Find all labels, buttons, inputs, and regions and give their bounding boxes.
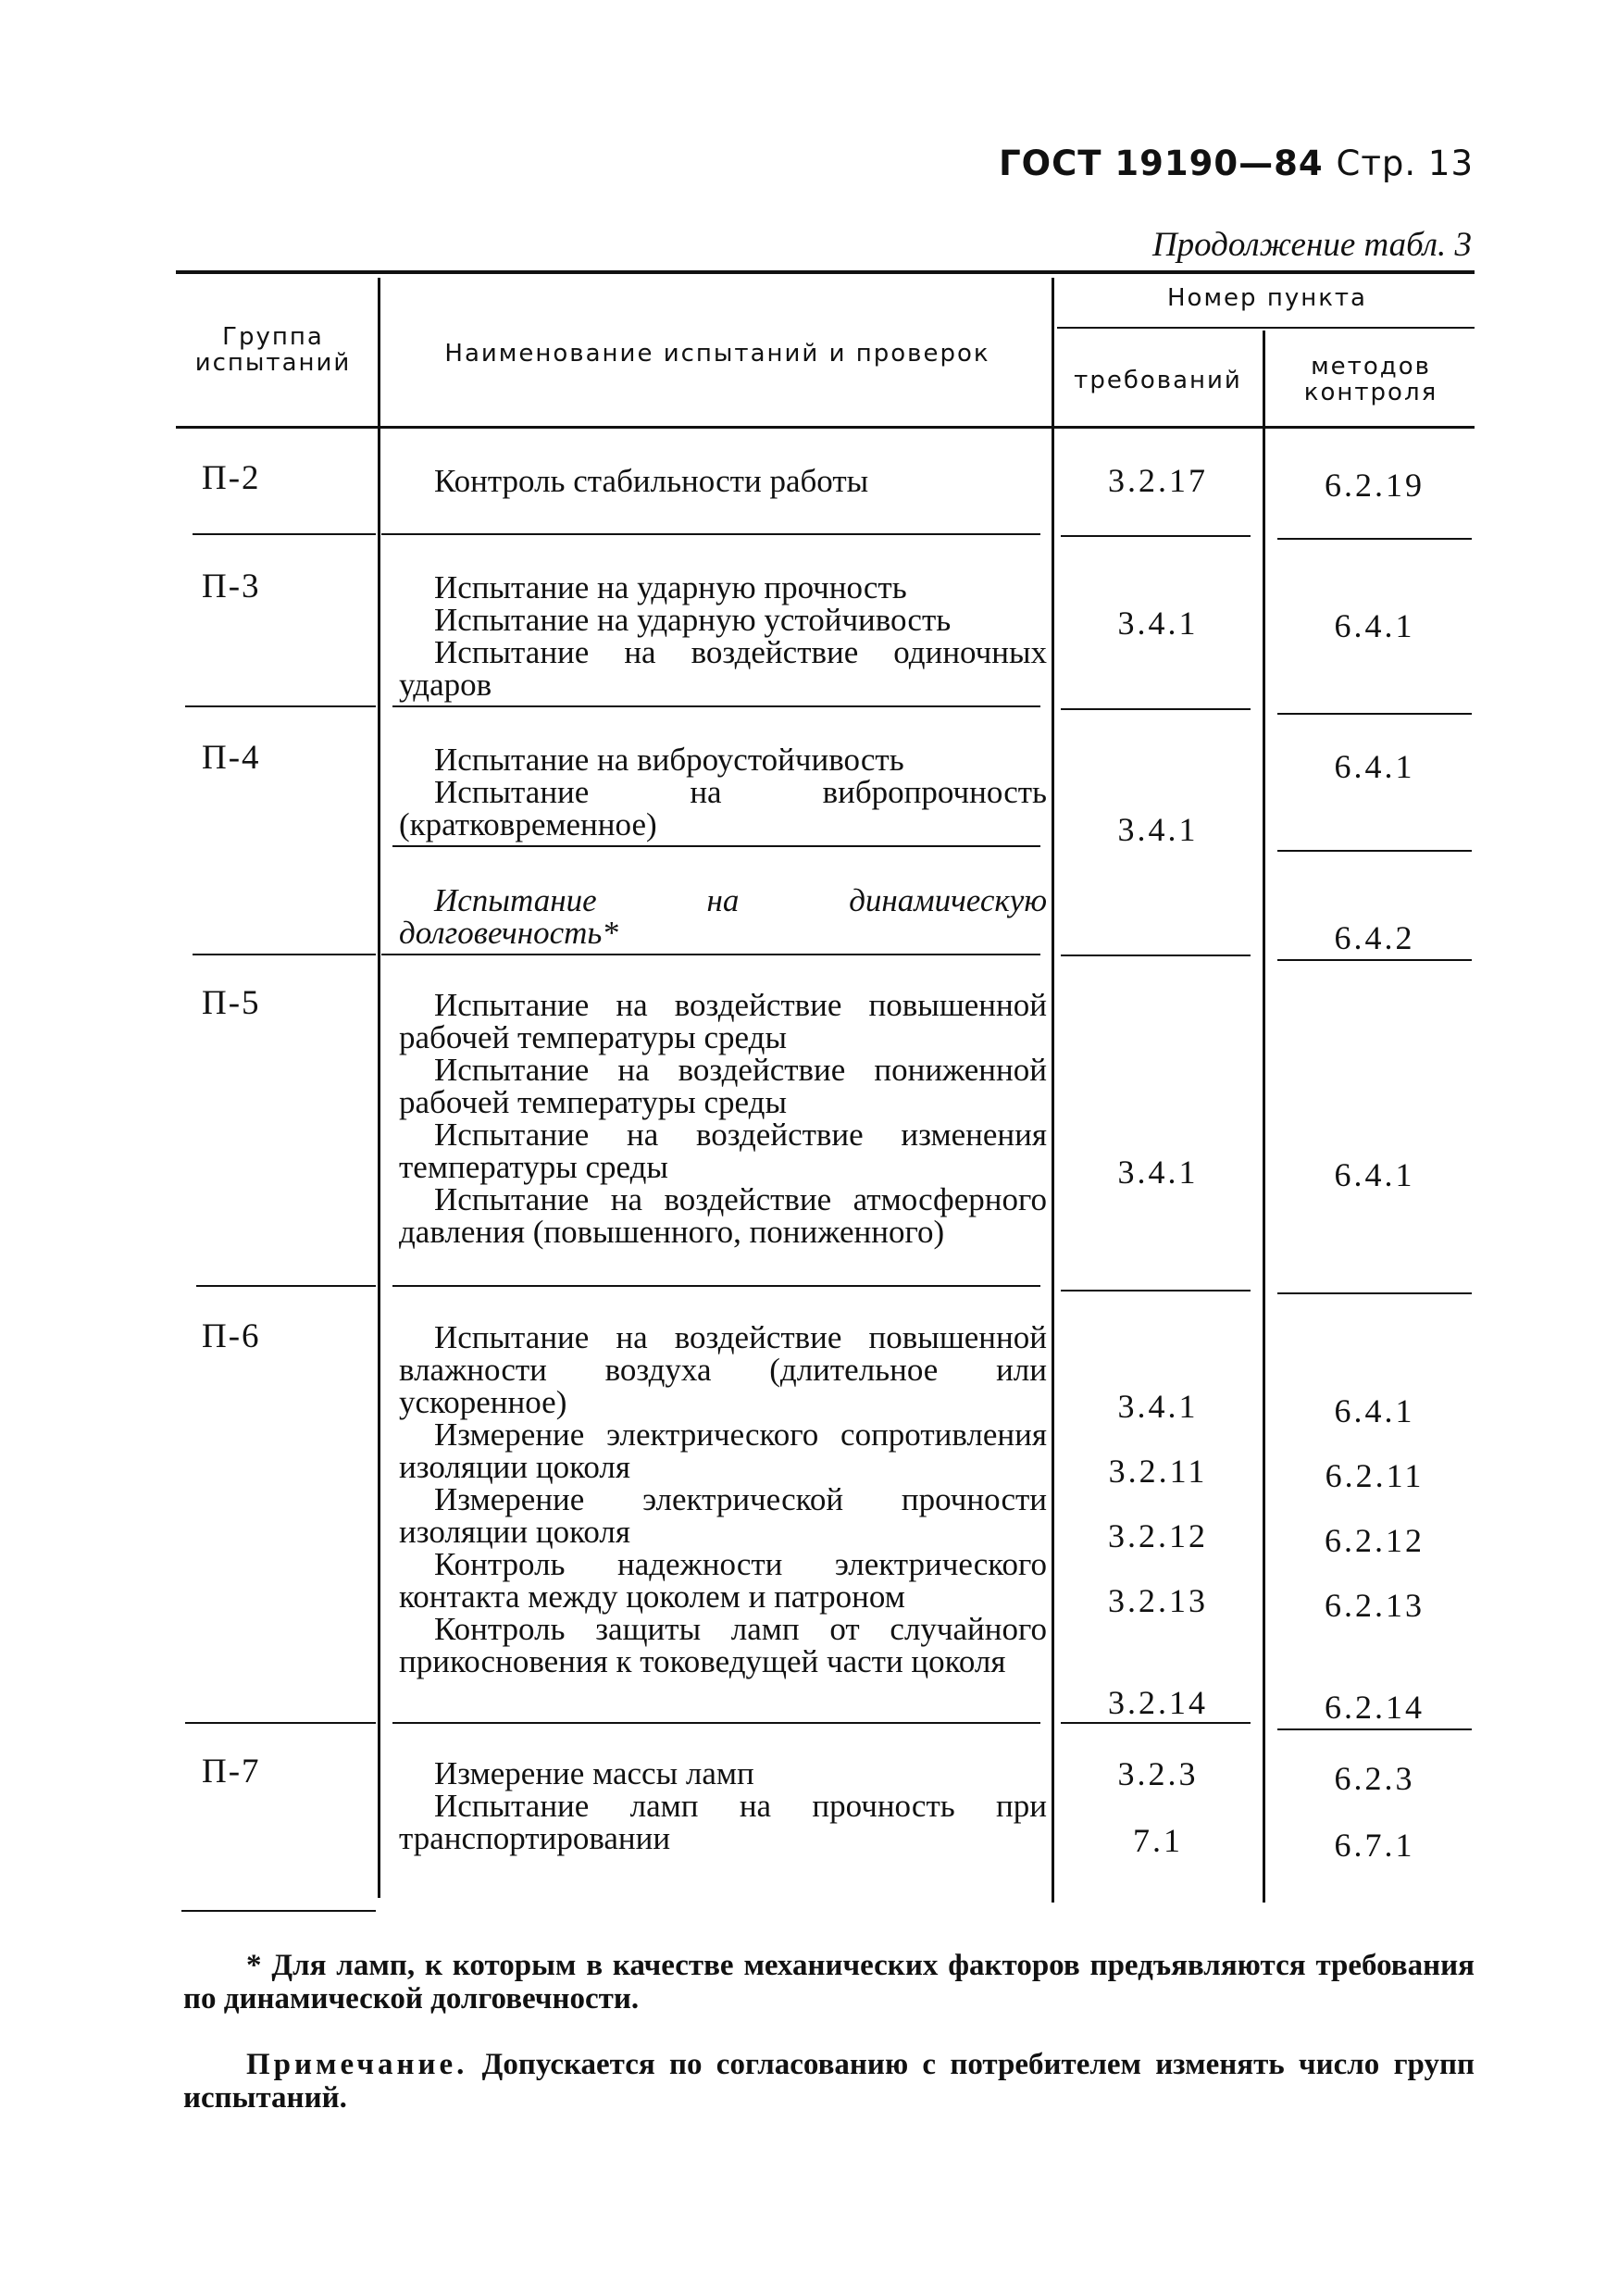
group-sep [193, 954, 376, 955]
req-number: 3.2.13 [1108, 1582, 1208, 1619]
table-top-rule [176, 270, 1475, 274]
test-description: Измерение электрического сопротивления изоляции цоколя [399, 1416, 1047, 1485]
header-number: Номер пункта [1166, 284, 1367, 312]
test-description: Испытание на воздействие повышенной влажности воздуха (длительное или ускоренное) [399, 1319, 1047, 1420]
header-name: Наименование испытаний и проверок [444, 340, 990, 368]
row-sep [392, 705, 1040, 707]
row-sep [392, 845, 1040, 847]
header-subrule [1057, 327, 1475, 329]
test-description: Испытание на динамическую долговечность* [399, 882, 1047, 951]
method-number: 6.4.1 [1334, 607, 1415, 644]
test-description: Контроль защиты ламп от случайного прикосновения к токоведущей части цоколя [399, 1611, 1047, 1679]
method-number: 6.2.13 [1325, 1587, 1425, 1624]
group-p6: П-6 [202, 1317, 261, 1355]
req-number: 3.4.1 [1117, 811, 1199, 848]
group-p5: П-5 [202, 984, 261, 1022]
method-number: 6.4.1 [1334, 748, 1415, 785]
req-sep [1061, 535, 1251, 537]
table-continuation-label: Продолжение табл. 3 [1151, 226, 1472, 264]
met-sep [1277, 959, 1472, 961]
header-methods: методов контроля [1303, 353, 1438, 406]
method-number: 6.4.2 [1334, 919, 1415, 956]
req-number: 3.2.17 [1108, 462, 1208, 499]
group-sep [185, 1722, 376, 1724]
note-label: Примечание. [246, 2048, 468, 2081]
page-number: Стр. 13 [1336, 144, 1474, 183]
group-p7: П-7 [202, 1753, 261, 1791]
table-note [183, 2048, 1475, 2115]
req-number: 7.1 [1133, 1822, 1183, 1859]
header-group: Группа испытаний [194, 323, 352, 377]
met-sep [1277, 850, 1472, 852]
req-number: 3.2.14 [1108, 1684, 1208, 1721]
group-sep [181, 1910, 376, 1912]
req-number: 3.4.1 [1117, 1388, 1199, 1425]
test-description: Контроль надежности электрического контакта между цоколем и патроном [399, 1546, 1047, 1615]
test-description: Испытание на воздействие атмосферного давления (повышенного, пониженного) [399, 1181, 1047, 1250]
met-sep [1277, 713, 1472, 715]
test-description: Испытание ламп на прочность при транспортировании [399, 1788, 1047, 1856]
met-sep [1277, 1728, 1472, 1730]
col-divider-3 [1263, 331, 1265, 1903]
req-sep [1061, 1722, 1251, 1724]
req-number: 3.2.3 [1117, 1755, 1199, 1792]
req-sep [1061, 955, 1251, 956]
group-p3: П-3 [202, 568, 261, 605]
method-number: 6.7.1 [1334, 1827, 1415, 1864]
test-description: Контроль стабильности работы [434, 463, 869, 499]
req-number: 3.4.1 [1117, 1154, 1199, 1191]
test-description: Испытание на виброустойчивость [434, 742, 904, 778]
col-divider-1 [378, 278, 380, 1898]
method-number: 6.2.11 [1325, 1457, 1425, 1494]
req-sep [1061, 708, 1251, 710]
group-sep [193, 533, 376, 535]
row-sep [381, 954, 1040, 955]
row-sep [392, 1285, 1040, 1287]
note-text: Допускается по согласованию с потребителем изменять число групп испытаний. [183, 2048, 1475, 2115]
met-sep [1277, 1292, 1472, 1294]
req-number: 3.2.11 [1108, 1453, 1208, 1490]
group-sep [185, 705, 376, 707]
req-number: 3.4.1 [1117, 605, 1199, 642]
footnote: * Для ламп, к которым в качестве механических факторов предъявляются требования по динамической долговечности. [183, 1949, 1475, 2015]
page-header [999, 144, 1474, 183]
test-description: Испытание на воздействие изменения температуры среды [399, 1117, 1047, 1185]
test-description: Испытание на воздействие пониженной рабочей температуры среды [399, 1052, 1047, 1120]
test-description: Испытание на воздействие одиночных ударов [399, 634, 1047, 703]
group-sep [196, 1285, 376, 1287]
standard-number: ГОСТ 19190—84 [999, 144, 1324, 183]
group-p4: П-4 [202, 739, 261, 777]
test-description: Испытание на вибропрочность (кратковременное) [399, 774, 1047, 842]
req-sep [1061, 1290, 1251, 1292]
met-sep [1277, 538, 1472, 540]
req-number: 3.2.12 [1108, 1517, 1208, 1554]
row-sep [381, 533, 1040, 535]
test-description: Испытание на ударную прочность [434, 569, 907, 605]
method-number: 6.2.3 [1334, 1760, 1415, 1797]
header-requirements: требований [1074, 367, 1242, 394]
col-divider-2 [1052, 278, 1054, 1903]
test-description: Измерение массы ламп [434, 1755, 754, 1791]
method-number: 6.2.19 [1325, 467, 1425, 504]
row-sep [392, 1722, 1040, 1724]
header-bottom-rule [176, 426, 1475, 429]
method-number: 6.2.14 [1325, 1689, 1425, 1726]
test-description: Испытание на воздействие повышенной рабочей температуры среды [399, 987, 1047, 1055]
test-description: Испытание на ударную устойчивость [434, 602, 952, 638]
method-number: 6.2.12 [1325, 1522, 1425, 1559]
group-p2: П-2 [202, 459, 261, 497]
method-number: 6.4.1 [1334, 1156, 1415, 1193]
method-number: 6.4.1 [1334, 1392, 1415, 1429]
test-description: Измерение электрической прочности изоляции цоколя [399, 1481, 1047, 1550]
